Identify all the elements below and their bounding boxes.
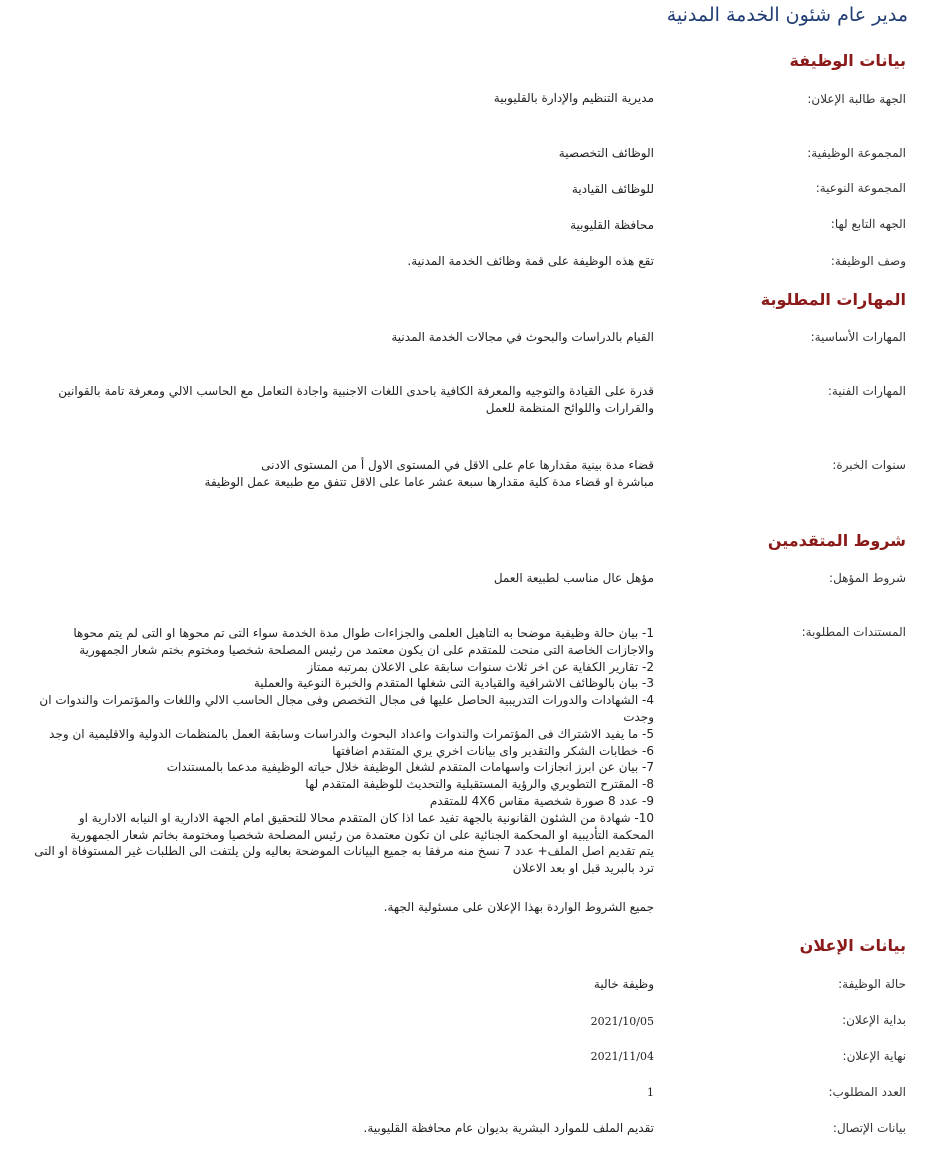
documents-line: 6- خطابات الشكر والتقدير واى بيانات اخري يري المتقدم اضافتها: [332, 743, 654, 758]
basic-skills-label: المهارات الأساسية:: [810, 330, 906, 344]
contact-value: تقديم الملف للموارد البشرية بديوان عام محافظة القليوبية.: [363, 1121, 654, 1135]
documents-line: 1- بيان حالة وظيفية موضحا به التاهيل العلمى والجزاءات طوال مدة الخدمة سواء التى تم محوها او التى لم يتم محوها: [73, 626, 654, 640]
basic-skills-value: القيام بالدراسات والبحوث في مجالات الخدمة المدنية: [391, 330, 654, 344]
documents-line: 4- الشهادات والدورات التدريبية الحاصل عليها فى مجال التخصص وفى مجال الحاسب الالي واللغات والمؤتمرات والندوات ان: [39, 693, 654, 708]
documents-line: 2- تقارير الكفاية عن اخر ثلاث سنوات سابقة على الاعلان بمرتبه ممتاز: [307, 659, 654, 674]
qualitative-group-label: المجموعة النوعية:: [815, 181, 906, 195]
start-date-label: بداية الإعلان:: [842, 1013, 906, 1027]
qualification-value: مؤهل عال مناسب لطبيعة العمل: [493, 571, 654, 585]
status-label: حالة الوظيفة:: [838, 977, 906, 991]
job-group-label: المجموعة الوظيفية:: [807, 146, 906, 160]
requesting-entity-value: مديرية التنظيم والإدارة بالقليوبية: [493, 91, 654, 105]
page-title: مدير عام شئون الخدمة المدنية: [666, 4, 908, 26]
documents-line: المحكمة التأديبية او المحكمة الجنائية على ان تكون معتمدة من رئيس المصلحة شخصيا ومختومة بخاتم شعار الجمهورية: [70, 827, 654, 842]
section-heading-announcement: بيانات الإعلان: [799, 936, 906, 955]
documents-line: 9- عدد 8 صورة شخصية مقاس 4X6 للمتقدم: [429, 793, 654, 808]
experience-line-2: مباشرة او قضاء مدة كلية مقدارها سبعة عشر عاما على الاقل تتفق مع طبيعة عمل الوظيفة: [204, 475, 654, 489]
documents-list: [10, 625, 654, 877]
description-value: تقع هذه الوظيفة على قمة وظائف الخدمة المدنية.: [407, 254, 654, 268]
documents-line: والاجازات الخاصة التى منحت للمتقدم على ان يكون معتمد من رئيس المصلحة شخصيا ومختوم بختم شعار الجمهورية: [79, 642, 654, 657]
section-heading-job-data: بيانات الوظيفة: [789, 51, 906, 70]
documents-line: وجدت: [623, 709, 654, 724]
documents-line: 3- بيان بالوظائف الاشرافية والقيادية التى شغلها المتقدم والخبرة النوعية والعملية: [253, 676, 654, 691]
experience-label: سنوات الخبرة:: [832, 458, 906, 472]
technical-skills-label: المهارات الفنية:: [827, 384, 906, 398]
documents-line: يتم تقديم اصل الملف+ عدد 7 نسخ منه مرفقا به جميع البيانات الموضحة بعاليه ولن يلتفت الى الطلبات غير المستوفاة او التى: [34, 844, 654, 859]
end-date-value: 2021/11/04: [590, 1050, 654, 1063]
contact-label: بيانات الإتصال:: [832, 1121, 906, 1135]
experience-line-1: قضاء مدة بينية مقدارها عام على الاقل في المستوى الاول أ من المستوى الادنى: [261, 458, 654, 472]
start-date-value: 2021/10/05: [590, 1015, 654, 1028]
qualitative-group-value: للوظائف القيادية: [571, 182, 654, 196]
documents-label: المستندات المطلوبة:: [801, 625, 906, 639]
count-label: العدد المطلوب:: [828, 1085, 906, 1099]
documents-line: 8- المقترح التطويري والرؤية المستقبلية والتحديث للوظيفة المتقدم لها: [305, 777, 654, 792]
section-heading-skills: المهارات المطلوبة: [760, 290, 906, 309]
qualification-label: شروط المؤهل:: [829, 571, 906, 585]
count-value: 1: [647, 1086, 654, 1099]
documents-line: 7- بيان عن ابرز انجازات واسهامات المتقدم لشغل الوظيفة خلال حياته الوظيفية مدعما بالمستندات: [166, 760, 654, 775]
disclaimer: جميع الشروط الواردة بهذا الإعلان على مسئولية الجهة.: [383, 900, 654, 914]
description-label: وصف الوظيفة:: [830, 254, 906, 268]
requesting-entity-label: الجهة طالبة الإعلان:: [807, 92, 906, 106]
documents-line: ترد بالبريد قبل او بعد الاعلان: [512, 861, 654, 876]
affiliation-label: الجهه التابع لها:: [830, 217, 906, 231]
end-date-label: نهاية الإعلان:: [842, 1049, 906, 1063]
technical-skills-value: قدرة على القيادة والتوجيه والمعرفة الكافية باحدى اللغات الاجنبية واجادة التعامل مع الحاسب الالي ومعرفة تامة بالقوانين والقرارات واللوائح المنظمة للعمل: [58, 384, 654, 415]
documents-line: 5- ما يفيد الاشتراك فى المؤتمرات والندوات واعداد البحوث والدراسات وسابقة العمل بالمنظمات الدولية والاقليمية ان وجد: [49, 726, 654, 741]
job-group-value: الوظائف التخصصية: [558, 146, 654, 160]
documents-line: 10- شهادة من الشئون القانونية بالجهة تفيد عما اذا كان المتقدم محالا للتحقيق امام الجهة الادارية او النيابه الادارية او: [78, 810, 654, 825]
section-heading-conditions: شروط المتقدمين: [767, 531, 906, 550]
status-value: وظيفة خالية: [593, 977, 654, 991]
affiliation-value: محافظة القليوبية: [570, 218, 654, 232]
